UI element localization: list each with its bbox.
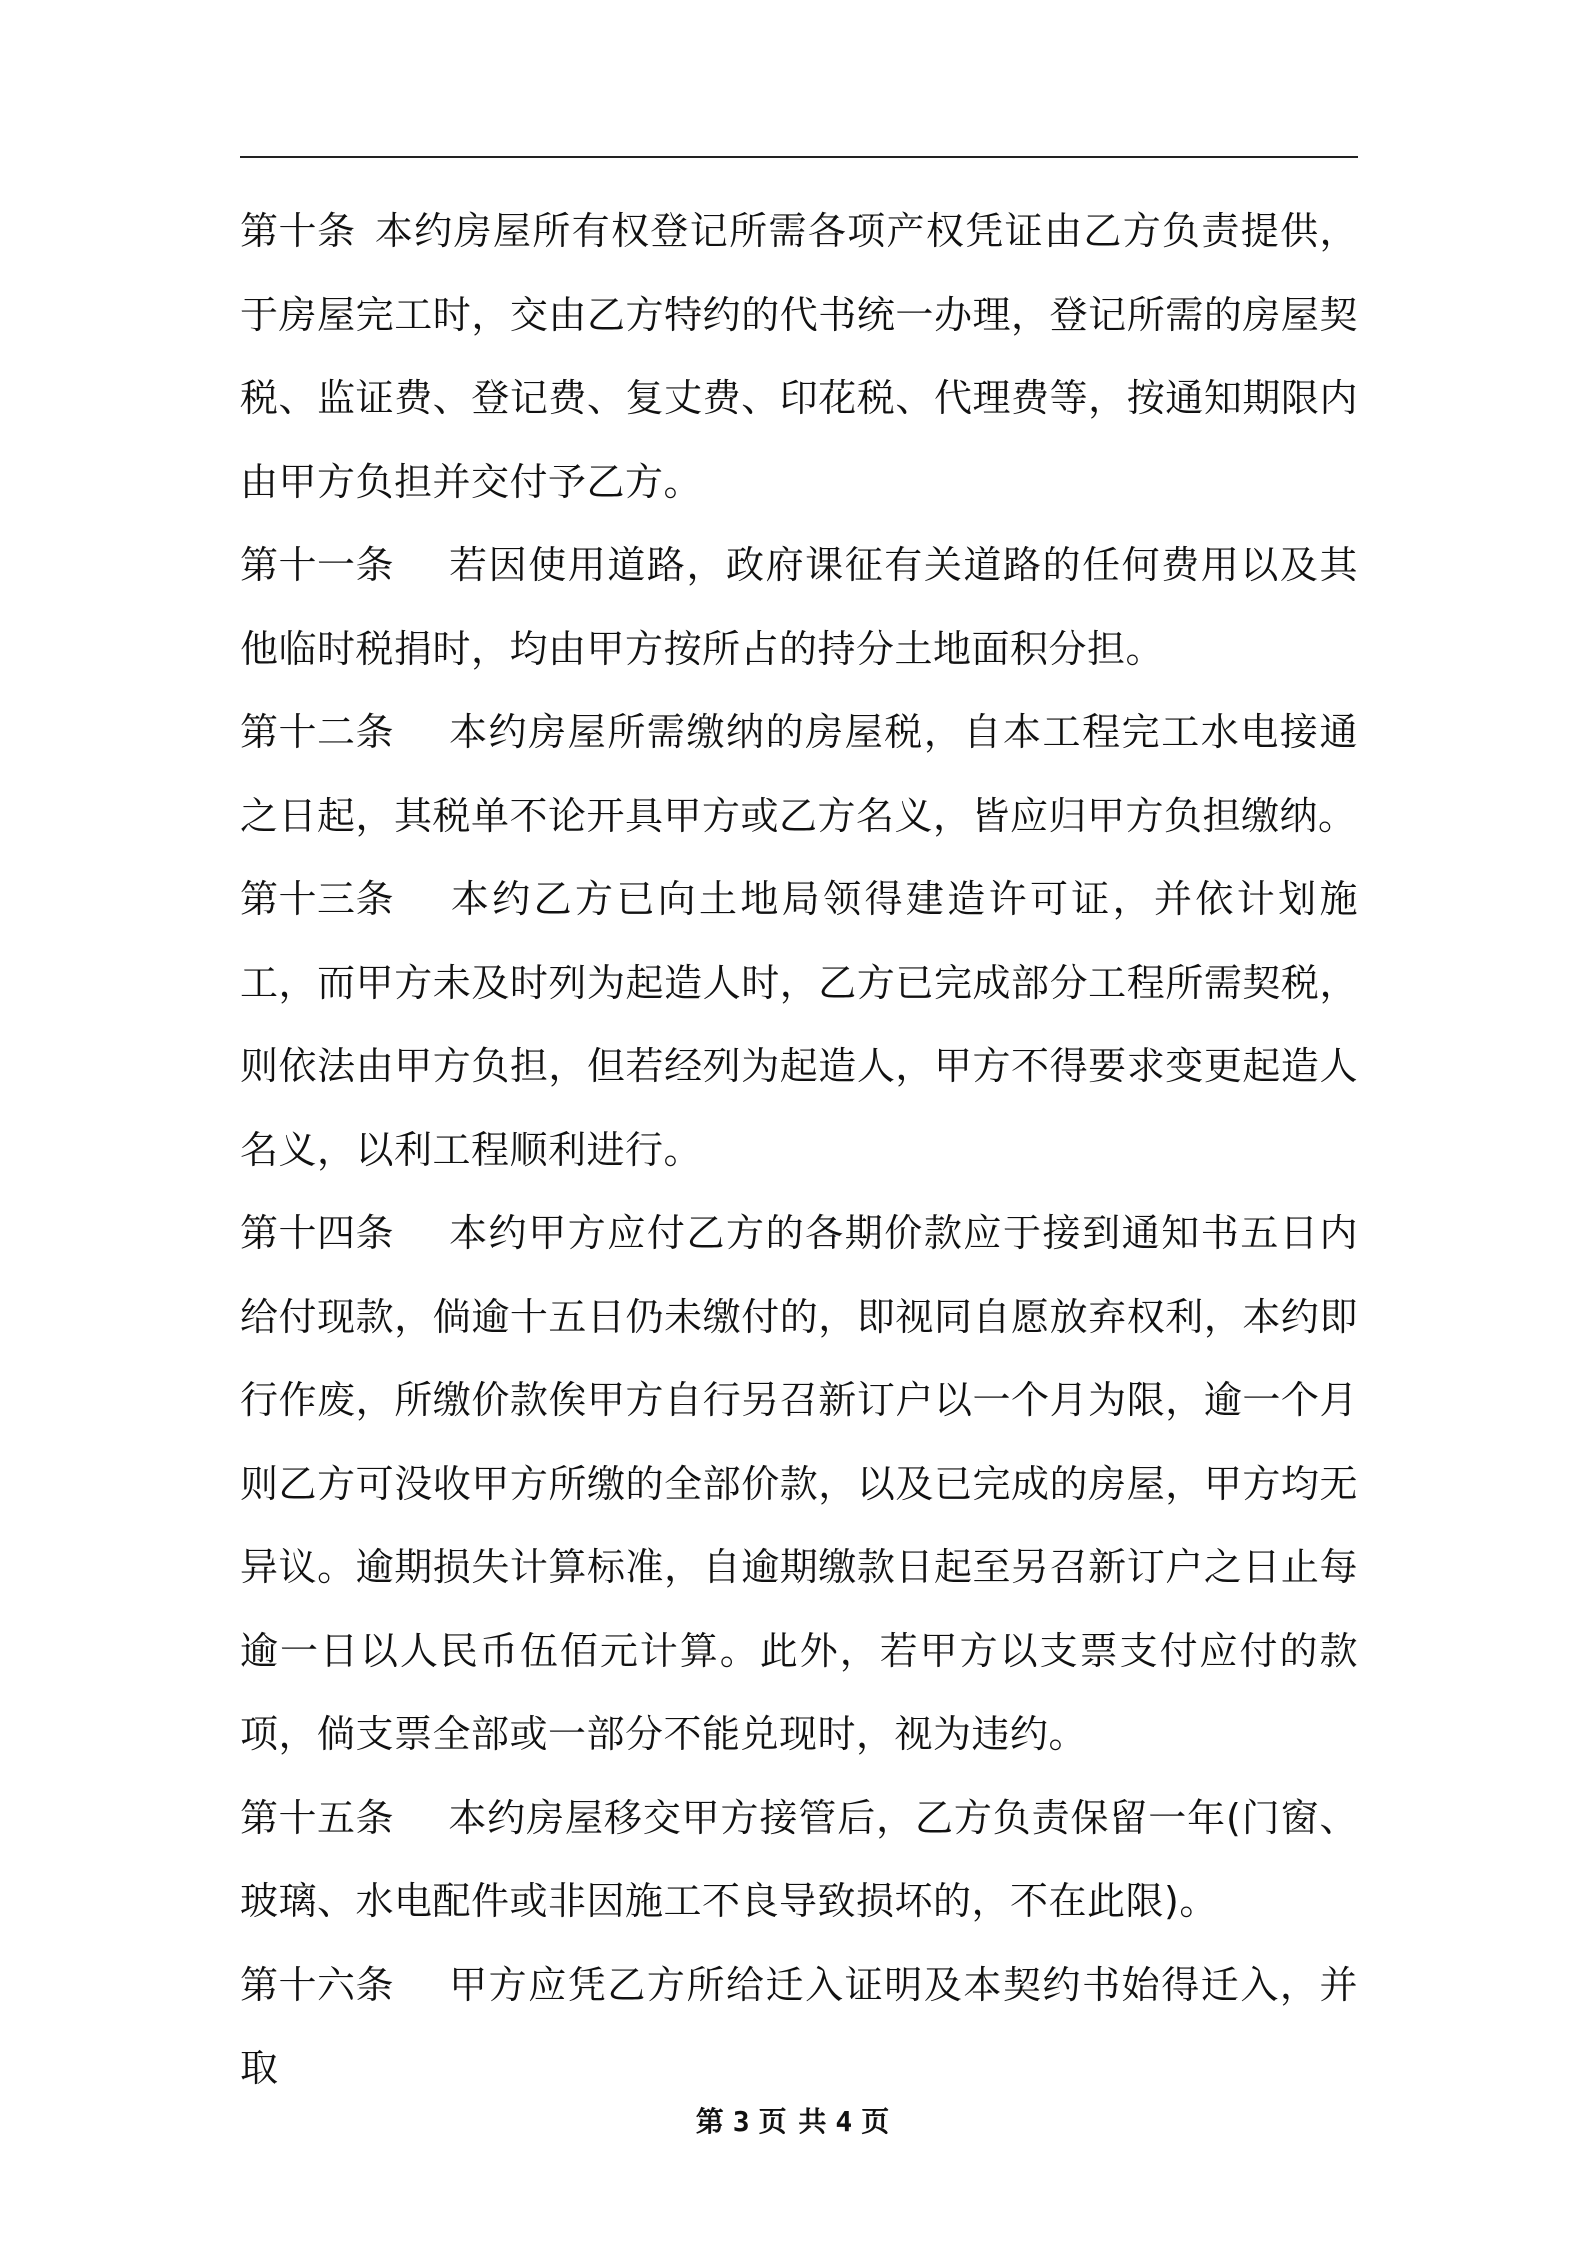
clause-text: 本约房屋所有权登记所需各项产权凭证由乙方负责提供，于房屋完工时，交由乙方特约的代书统一办理，登记所需的房屋契税、监证费、登记费、复丈费、印花税、代理费等，按通知期限内由甲方负担并交付予乙方。 — [240, 209, 1358, 504]
clause-15 — [240, 1777, 1358, 1944]
clause-number: 第十三条 — [240, 877, 395, 921]
clause-13 — [240, 858, 1358, 1192]
clause-16 — [240, 1944, 1358, 2111]
clause-10 — [240, 190, 1358, 524]
page-footer — [0, 2100, 1586, 2140]
clause-text: 若因使用道路，政府课征有关道路的任何费用以及其他临时税捐时，均由甲方按所占的持分土地面积分担。 — [240, 543, 1358, 671]
current-page-number: 3 — [732, 2105, 751, 2138]
footer-prefix: 第 — [695, 2105, 725, 2138]
clause-text: 本约房屋所需缴纳的房屋税，自本工程完工水电接通之日起，其税单不论开具甲方或乙方名义，皆应归甲方负担缴纳。 — [240, 710, 1358, 838]
clause-14 — [240, 1192, 1358, 1777]
clause-12 — [240, 691, 1358, 858]
clause-text: 本约房屋移交甲方接管后，乙方负责保留一年(门窗、玻璃、水电配件或非因施工不良导致损坏的，不在此限)。 — [240, 1795, 1358, 1923]
footer-suffix: 页 — [861, 2105, 891, 2138]
clause-number: 第十一条 — [240, 543, 395, 587]
clause-number: 第十二条 — [240, 710, 395, 754]
total-pages-number: 4 — [835, 2105, 854, 2138]
document-body — [240, 190, 1358, 2111]
clause-number: 第十条 — [240, 209, 356, 253]
clause-text: 本约乙方已向土地局领得建造许可证，并依计划施工，而甲方未及时列为起造人时，乙方已完成部分工程所需契税，则依法由甲方负担，但若经列为起造人，甲方不得要求变更起造人名义，以利工程顺利进行。 — [240, 877, 1358, 1172]
clause-number: 第十六条 — [240, 1962, 395, 2007]
clause-11 — [240, 524, 1358, 691]
clause-text: 甲方应凭乙方所给迁入证明及本契约书始得迁入，并取 — [240, 1962, 1358, 2090]
clause-number: 第十四条 — [240, 1211, 395, 1255]
clause-text: 本约甲方应付乙方的各期价款应于接到通知书五日内给付现款，倘逾十五日仍未缴付的，即视同自愿放弃权利，本约即行作废，所缴价款俟甲方自行另召新订户以一个月为限，逾一个月则乙方可没收甲方所缴的全部价款，以及已完成的房屋，甲方均无异议。逾期损失计算标准，自逾期缴款日起至另召新订户之日止每逾一日以人民币伍佰元计算。此外，若甲方以支票支付应付的款项，倘支票全部或一部分不能兑现时，视为违约。 — [240, 1211, 1358, 1756]
footer-middle: 页 共 — [758, 2105, 828, 2138]
header-rule — [240, 156, 1358, 158]
clause-number: 第十五条 — [240, 1795, 395, 1840]
